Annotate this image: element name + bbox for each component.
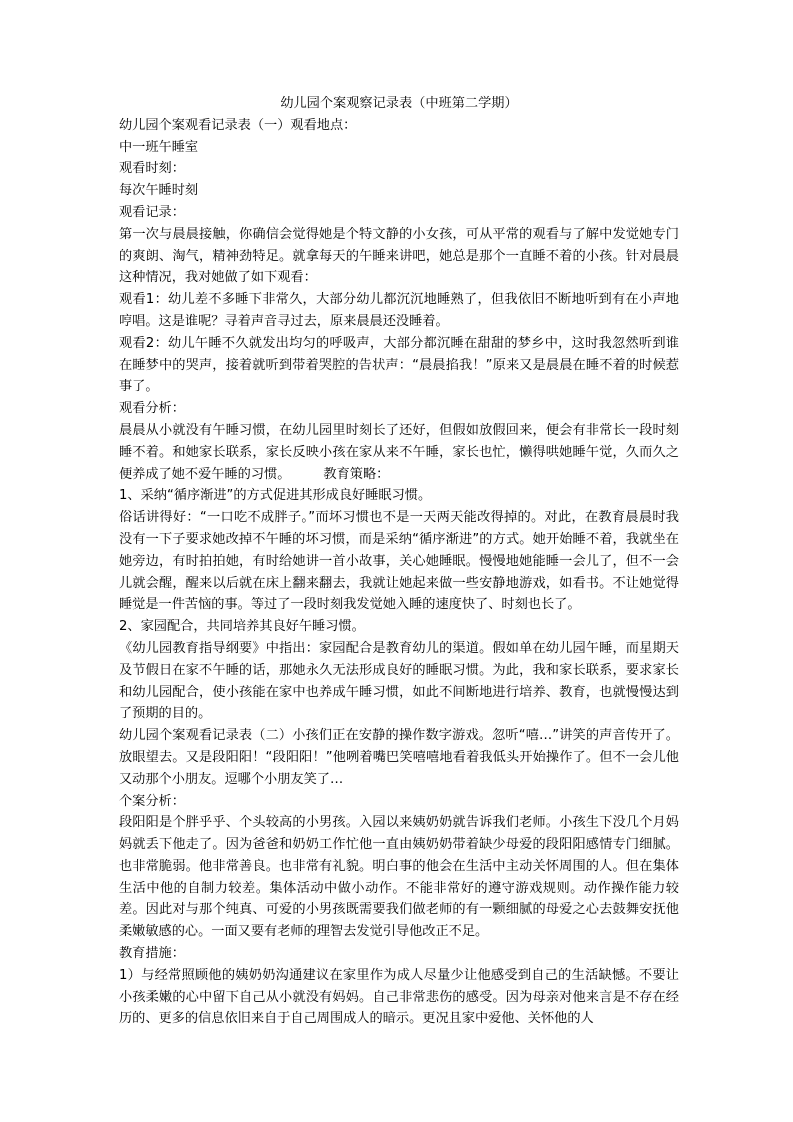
case-analysis-paragraph: 段阳阳是个胖乎乎、个头较高的小男孩。入园以来姨奶奶就告诉我们老师。小孩生下没几个月妈妈就丢下他走了。因为爸爸和奶奶工作忙他一直由姨奶奶带着缺少母爱的段阳阳感情专门细腻。也非常脆弱。他非常善良。也非常有礼貌。明白事的他会在生活中主动关怀周围的人。但在集体生活中他的自制力较差。集体活动中做小动作。不能非常好的遵守游戏规则。动作操作能力较差。因此对与那个纯真、可爱的小男孩既需要我们做老师的有一颗细腻的母爱之心去鼓舞安抚他柔嫩敏感的心。一面又要有老师的理智去发觉引导他改正不足。 xyxy=(119,815,679,940)
record-intro-paragraph: 第一次与晨晨接触，你确信会觉得她是个特文静的小女孩，可从平常的观看与了解中发觉她专门的爽朗、淘气，精神劲特足。就拿每天的午睡来讲吧，她总是那个一直睡不着的小孩。针对晨晨这种情况，我对她做了如下观看： xyxy=(119,226,679,286)
time-value: 每次午睡时刻 xyxy=(119,183,199,199)
analysis-paragraph: 晨晨从小就没有午睡习惯，在幼儿园里时刻长了还好，但假如放假回来，便会有非常长一段时刻睡不着。和她家长联系，家长反映小孩在家从来不午睡，家长也忙，懒得哄她睡午觉，久而久之便养成了她不爱午睡的习惯。 教育策略： xyxy=(119,422,679,482)
location-value: 中一班午睡室 xyxy=(119,139,199,155)
record-heading: 观看记录： xyxy=(119,204,185,220)
document-body xyxy=(119,93,679,1030)
case-analysis-heading: 个案分析： xyxy=(119,793,185,809)
measures-heading: 教育措施： xyxy=(119,946,185,962)
strategy-2-paragraph: 《幼儿园教育指导纲要》中指出：家园配合是教育幼儿的渠道。假如单在幼儿园午睡，而星期天及节假日在家不午睡的话，那她永久无法形成良好的睡眠习惯。为此，我和家长联系，要求家长和幼儿园配合，使小孩能在家中也养成午睡习惯，如此不间断地进行培养、教育，也就慢慢达到了预期的目的。 xyxy=(119,640,679,722)
document-title: 幼儿园个案观察记录表（中班第二学期） xyxy=(280,96,518,111)
time-heading: 观看时刻： xyxy=(119,161,185,177)
location-heading: 幼儿园个案观看记录表（一）观看地点： xyxy=(119,117,357,133)
observation-1-paragraph: 观看1：幼儿差不多睡下非常久，大部分幼儿都沉沉地睡熟了，但我依旧不断地听到有在小声地哼唱。这是谁呢？寻着声音寻过去，原来晨晨还没睡着。 xyxy=(119,292,679,329)
strategy-1-paragraph: 俗话讲得好：“一口吃不成胖子。”而坏习惯也不是一天两天能改得掉的。对此，在教育晨晨时我没有一下子要求她改掉不午睡的坏习惯，而是采纳“循序渐进”的方式。她开始睡不着，我就坐在她旁边，有时拍拍她，有时给她讲一首小故事，关心她睡眠。慢慢地她能睡一会儿了，但不一会儿就会醒，醒来以后就在床上翻来翻去，我就让她起来做一些安静地游戏，如看书。不让她觉得睡觉是一件苦恼的事。等过了一段时刻我发觉她入睡的速度快了、时刻也长了。 xyxy=(119,510,679,613)
strategy-2-heading: 2、家园配合，共同培养其良好午睡习惯。 xyxy=(119,619,365,635)
analysis-heading: 观看分析： xyxy=(119,401,185,417)
strategy-1-heading: 1、采纳“循序渐进”的方式促进其形成良好睡眠习惯。 xyxy=(119,488,432,504)
observation-2-paragraph: 观看2：幼儿午睡不久就发出均匀的呼吸声，大部分都沉睡在甜甜的梦乡中，这时我忽然听到谁在睡梦中的哭声，接着就听到带着哭腔的告状声：“晨晨掐我！”原来又是晨晨在睡不着的时候惹事了。 xyxy=(119,335,679,395)
record-2-paragraph: 幼儿园个案观看记录表（二）小孩们正在安静的操作数字游戏。忽听“嘻…”讲笑的声音传开了。放眼望去。又是段阳阳！“段阳阳！”他咧着嘴巴笑嘻嘻地看着我低头开始操作了。但不一会儿他又动那个小朋友。逗哪个小朋友笑了… xyxy=(119,728,679,787)
measure-1-paragraph: 1）与经常照顾他的姨奶奶沟通建议在家里作为成人尽量少让他感受到自己的生活缺憾。不要让小孩柔嫩的心中留下自己从小就没有妈妈。自己非常悲伤的感受。因为母亲对他来言是不存在经历的、更多的信息依旧来自于自己周围成人的暗示。更况且家中爱他、关怀他的人 xyxy=(119,967,679,1027)
